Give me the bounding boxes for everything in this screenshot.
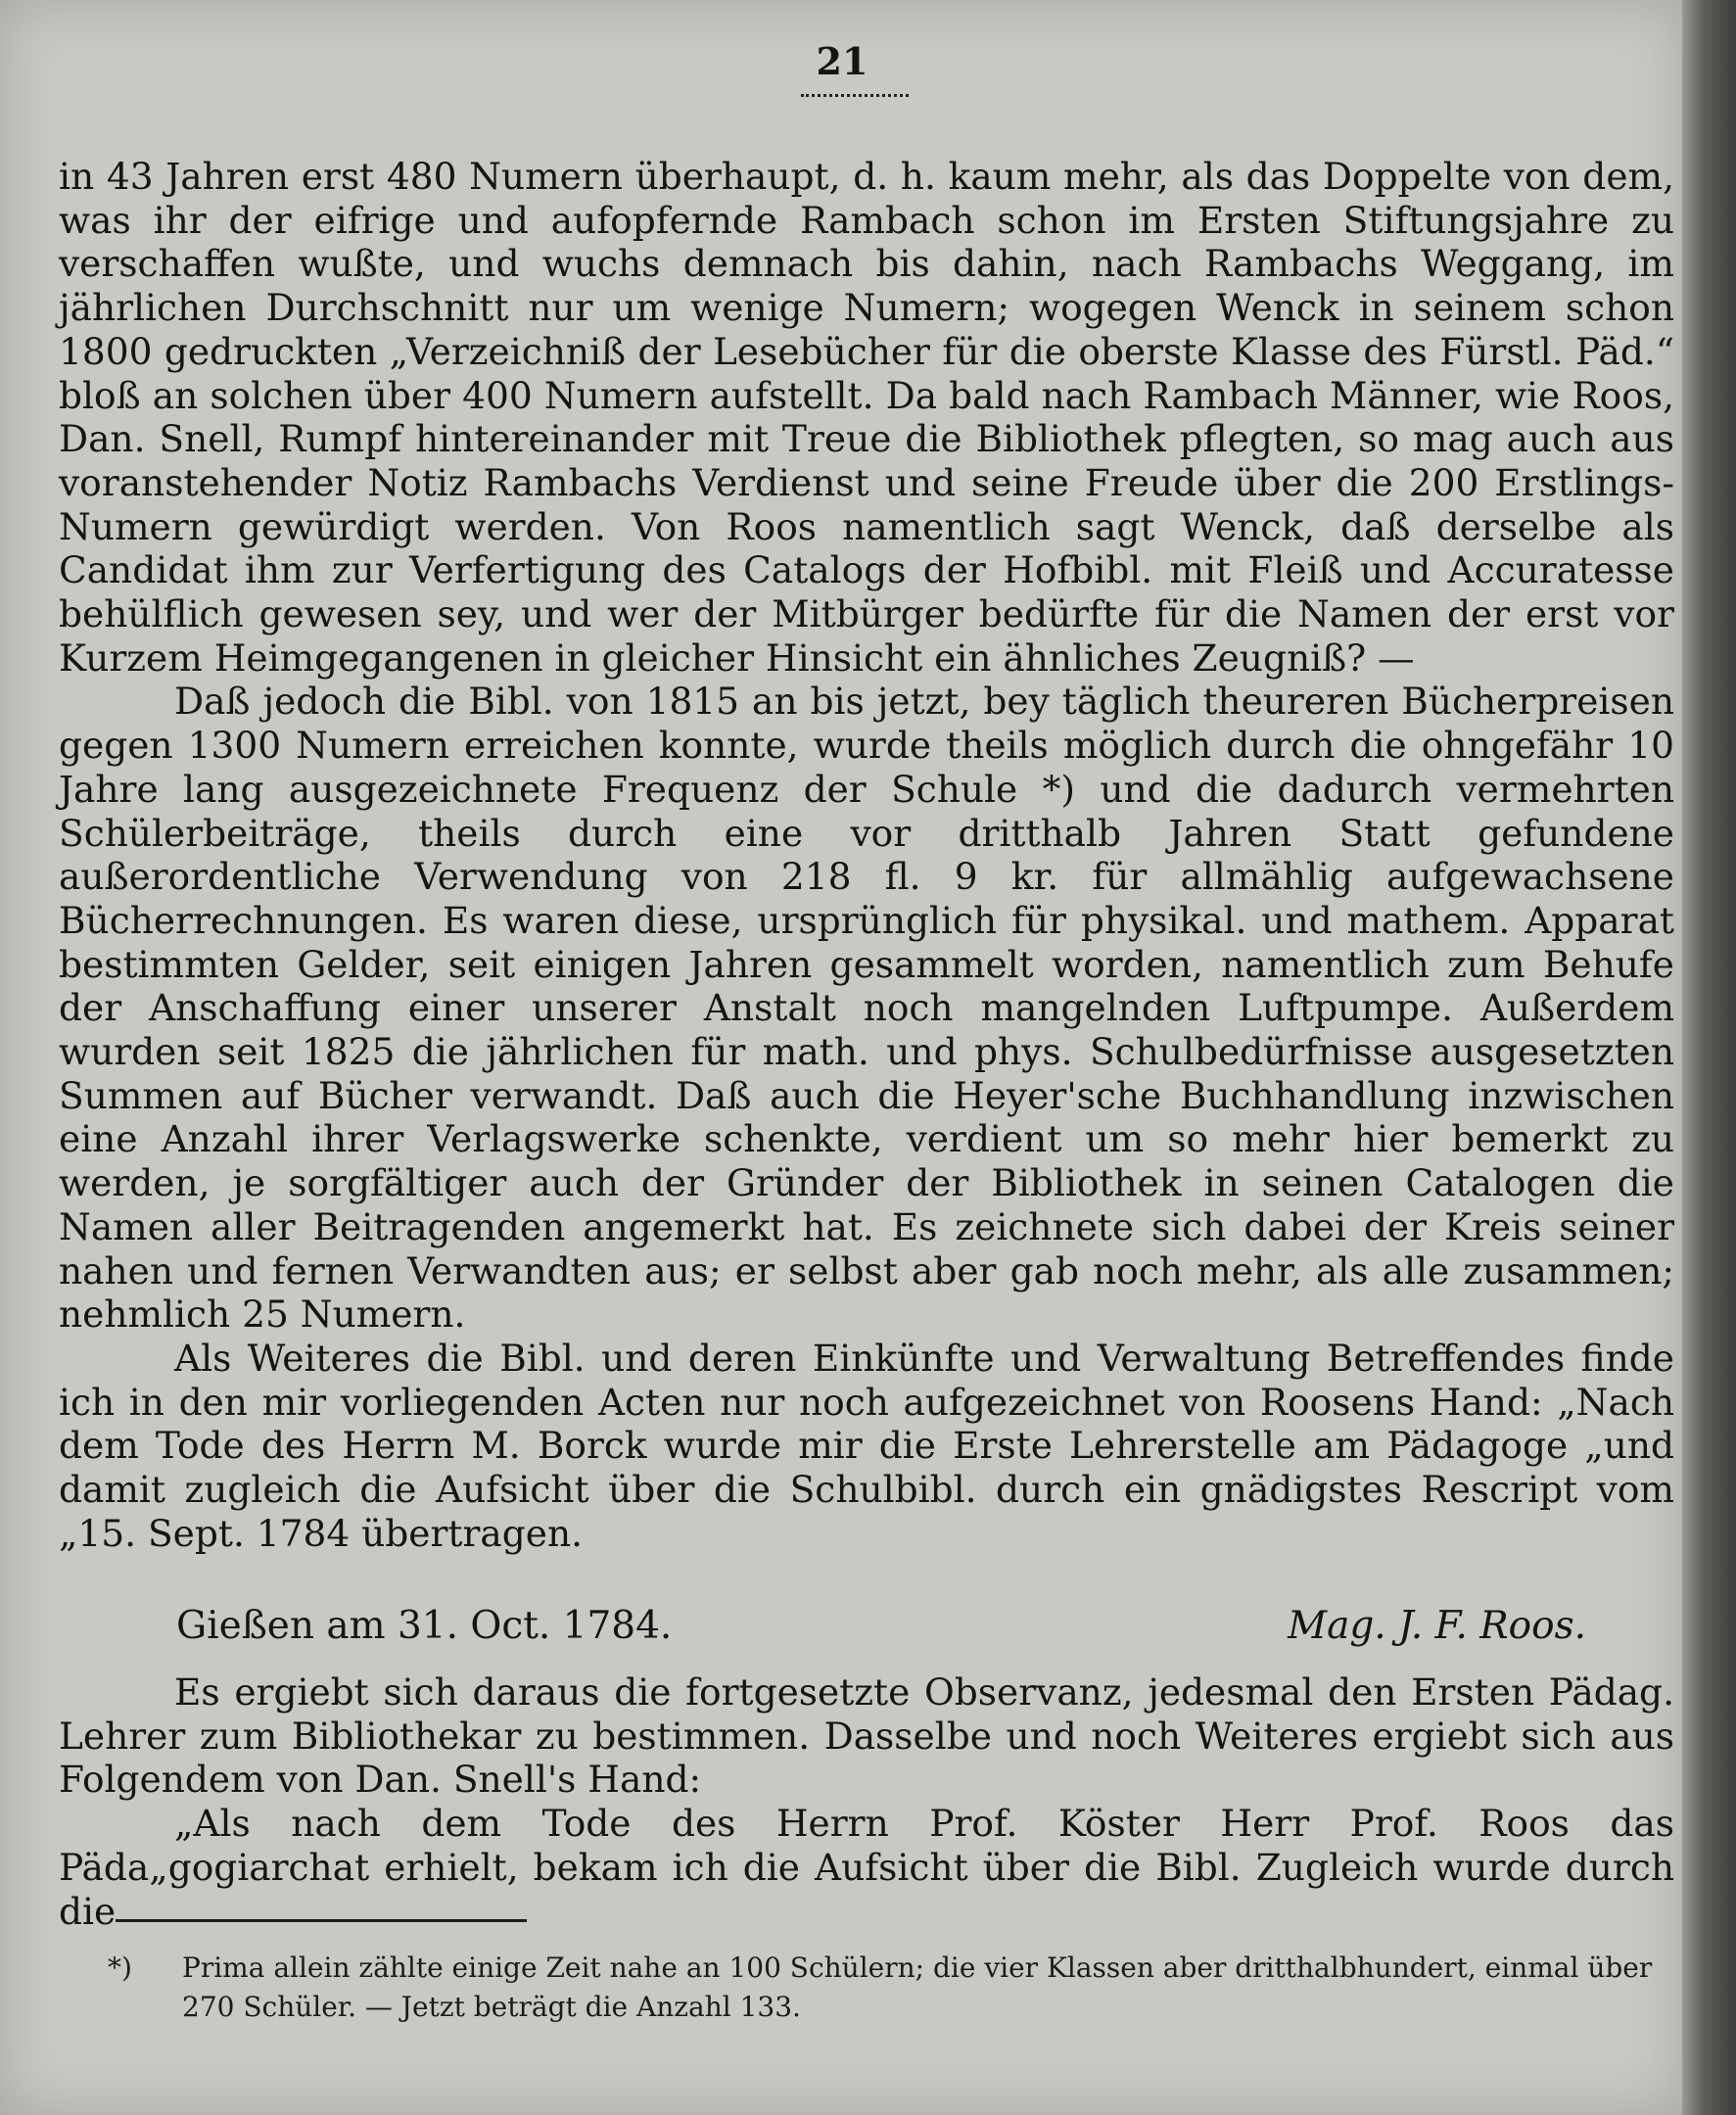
main-text: [59, 155, 1674, 1556]
main-text-continued: [59, 1670, 1674, 1933]
footnote-rule: [116, 1919, 527, 1922]
paragraph-5: „Als nach dem Tode des Herrn Prof. Köster Herr Prof. Roos das Päda„gogiarchat erhielt, bekam ich die Aufsicht über die Bibl. Zugleich wurde durch die: [59, 1802, 1674, 1933]
paragraph-2: Daß jedoch die Bibl. von 1815 an bis jetzt, bey täglich theureren Bücherpreisen gegen 1300 Numern erreichen konnte, wurde theils möglich durch die ohngefähr 10 Jahre lang ausgezeichnete Frequenz der Schule *) und die dadurch vermehrten Schülerbeiträge, theils durch eine vor dritthalb Jahren Statt gefundene außerordentliche Verwendung von 218 fl. 9 kr. für allmählig aufgewachsene Bücherrechnungen. Es waren diese, ursprünglich für physikal. und mathem. Apparat bestimmten Gelder, seit einigen Jahren gesammelt worden, namentlich zum Behufe der Anschaffung einer unserer Anstalt noch mangelnden Luftpumpe. Außerdem wurden seit 1825 die jährlichen für math. und phys. Schulbedürfnisse ausgesetzten Summen auf Bücher verwandt. Daß auch die Heyer'sche Buchhandlung inzwischen eine Anzahl ihrer Verlagswerke schenkte, verdient um so mehr hier bemerkt zu werden, je sorgfältiger auch der Gründer der Bibliothek in seinen Catalogen die Namen aller Beitragenden angemerkt hat. Es zeichnete sich dabei der Kreis seiner nahen und fernen Verwandten aus; er selbst aber gab noch mehr, als alle zusammen; nehmlich 25 Numern.: [59, 680, 1674, 1337]
paragraph-1: in 43 Jahren erst 480 Numern überhaupt, d. h. kaum mehr, als das Doppelte von dem, was ihr der eifrige und aufopfernde Rambach schon im Ersten Stiftungsjahre zu verschaffen wußte, und wuchs demnach bis dahin, nach Rambachs Weggang, im jährlichen Durchschnitt nur um wenige Numern; wogegen Wenck in seinem schon 1800 gedruckten „Verzeichniß der Lesebücher für die oberste Klasse des Fürstl. Päd.“ bloß an solchen über 400 Numern aufstellt. Da bald nach Rambach Männer, wie Roos, Dan. Snell, Rumpf hintereinander mit Treue die Bibliothek pflegten, so mag auch aus voranstehender Notiz Rambachs Verdienst und seine Freude über die 200 Erstlings-Numern gewürdigt werden. Von Roos namentlich sagt Wenck, daß derselbe als Candidat ihm zur Verfertigung des Catalogs der Hofbibl. mit Fleiß und Accuratesse behülflich gewesen sey, und wer der Mitbürger bedürfte für die Namen der erst vor Kurzem Heimgegangenen in gleicher Hinsicht ein ähnliches Zeugniß? —: [59, 155, 1674, 680]
footnote-mark: *): [108, 1951, 132, 1984]
signature-line: [176, 1604, 1586, 1653]
footnote-text: Prima allein zählte einige Zeit nahe an 100 Schülern; die vier Klassen aber dritthalbhundert, einmal über 270 Schüler. — Jetzt beträgt die Anzahl 133.: [182, 1951, 1653, 2023]
paragraph-4: Es ergiebt sich daraus die fortgesetzte Observanz, jedesmal den Ersten Pädag. Lehrer zum Bibliothekar zu bestimmen. Dasselbe und noch Weiteres ergiebt sich aus Folgendem von Dan. Snell's Hand:: [59, 1670, 1674, 1802]
page-edge: [1682, 0, 1736, 2115]
paragraph-3: Als Weiteres die Bibl. und deren Einkünfte und Verwaltung Betreffendes finde ich in den mir vorliegenden Acten nur noch aufgezeichnet von Roosens Hand: „Nach dem Tode des Herrn M. Borck wurde mir die Erste Lehrerstelle am Pädagoge „und damit zugleich die Aufsicht über die Schulbibl. durch ein gnädigstes Rescript vom „15. Sept. 1784 übertragen.: [59, 1336, 1674, 1555]
page-number: 21: [816, 39, 868, 83]
signature-name: Mag. J. F. Roos.: [1288, 1604, 1586, 1648]
signature-place-date: Gießen am 31. Oct. 1784.: [176, 1604, 673, 1648]
ornamental-rule: [801, 94, 909, 105]
